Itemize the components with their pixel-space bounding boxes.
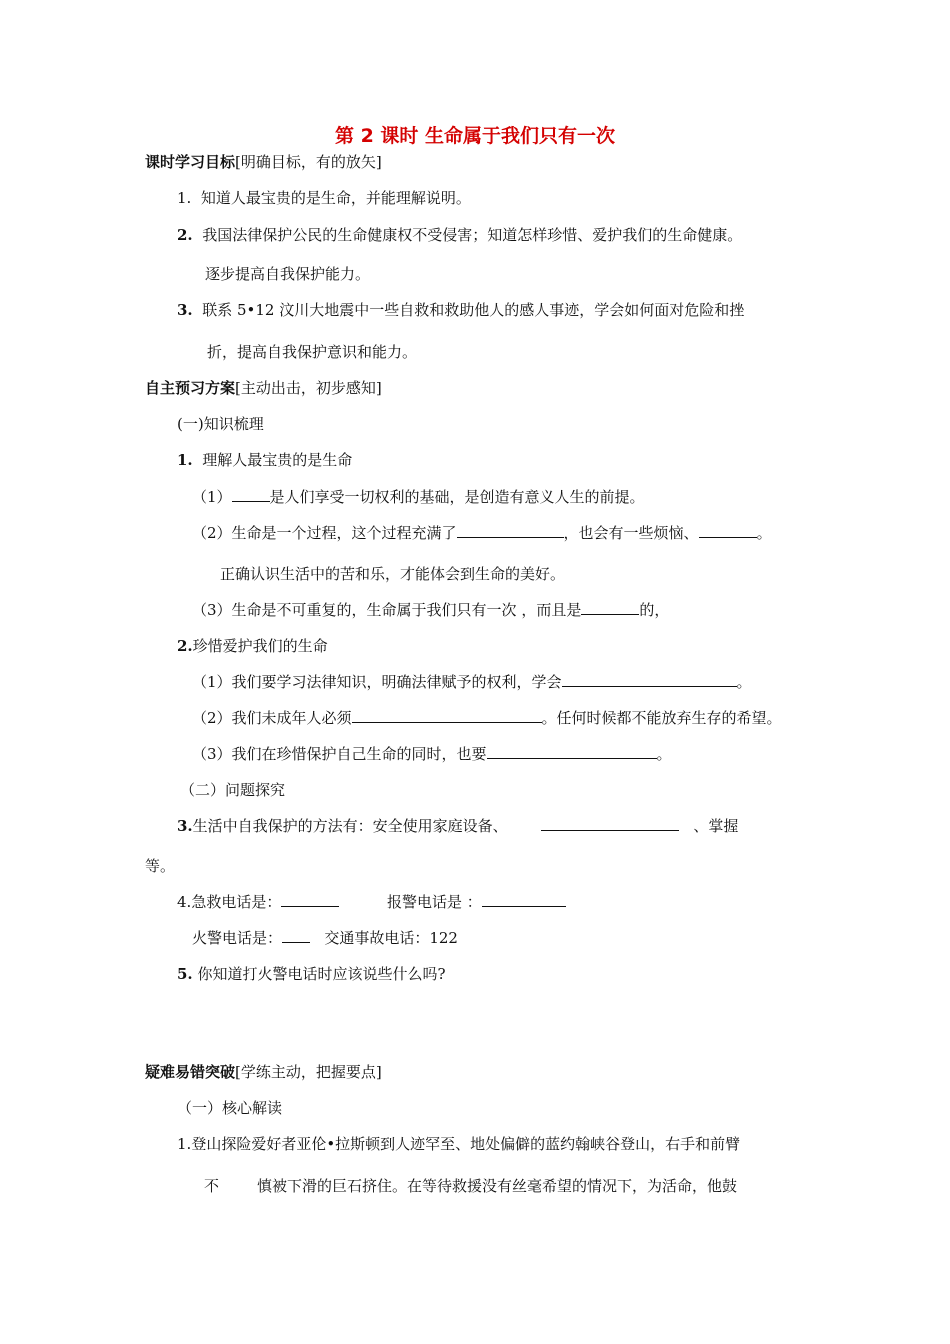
item-text: 。 (656, 745, 672, 763)
question-2-1 (192, 672, 752, 692)
item-text: （2）我们未成年人必须 (192, 709, 352, 727)
goal-item-2 (177, 225, 742, 245)
item-number: 1. (177, 1135, 192, 1153)
item-text: 你知道打火警电话时应该说些什么吗? (197, 965, 446, 983)
item-text: 联系 5•12 汶川大地震中一些自救和救助他人的感人事迹，学会如何面对危险和挫 (202, 301, 745, 319)
fill-blank[interactable] (541, 816, 679, 831)
item-text: ，也会有一些烦恼、 (563, 524, 699, 542)
question-3-continued: 等。 (145, 857, 176, 875)
item-number: 4. (177, 893, 192, 911)
item-text: 登山探险爱好者亚伦•拉斯顿到人迹罕至、地处偏僻的蓝约翰峡谷登山，右手和前臂 (191, 1135, 741, 1153)
item-text: 不 (204, 1177, 220, 1195)
question-1-1 (192, 487, 645, 507)
item-text: 。任何时候都不能放弃生存的希望。 (541, 709, 782, 727)
goal-item-1 (177, 188, 471, 208)
item-number: 1. (177, 189, 192, 207)
section-note: [主动出击，初步感知] (235, 379, 382, 397)
item-text: 火警电话是： (192, 929, 283, 947)
item-number: 3. (177, 301, 193, 319)
question-1-2 (192, 523, 772, 543)
item-text: 报警电话是 ： (387, 893, 482, 911)
question-1-2-continued: 正确认识生活中的苦和乐，才能体会到生命的美好。 (220, 565, 566, 583)
item-text: 我国法律保护公民的生命健康权不受侵害；知道怎样珍惜、爱护我们的生命健康。 (202, 226, 743, 244)
item-text: 理解人最宝贵的是生命 (202, 451, 353, 469)
item-number: 2. (177, 637, 193, 655)
item-number: 3. (177, 817, 193, 835)
item-text: 。 (736, 673, 752, 691)
fill-blank[interactable] (699, 523, 757, 538)
question-5 (177, 964, 446, 984)
fill-blank[interactable] (581, 600, 639, 615)
section-heading: 自主预习方案 (145, 379, 236, 397)
section-note: [学练主动，把握要点] (235, 1063, 382, 1081)
item-text: （1） (192, 488, 232, 506)
fill-blank[interactable] (482, 892, 566, 907)
fill-blank[interactable] (457, 523, 564, 538)
fill-blank[interactable] (487, 744, 657, 759)
item-text: （3）生命是不可重复的，生命属于我们只有一次 ，而且是 (192, 601, 582, 619)
item-text: （1）我们要学习法律知识，明确法律赋予的权利，学会 (192, 673, 562, 691)
item-text: 慎被下滑的巨石挤住。在等待救援没有丝毫希望的情况下，为活命，他鼓 (257, 1177, 738, 1195)
fill-blank[interactable] (562, 672, 737, 687)
question-2-3 (192, 744, 672, 764)
item-text: （3）我们在珍惜保护自己生命的同时，也要 (192, 745, 487, 763)
item-text: 是人们享受一切权利的基础，是创造有意义人生的前提。 (269, 488, 645, 506)
paragraph-1 (177, 1134, 740, 1154)
goal-item-3-continued: 折，提高自我保护意识和能力。 (207, 343, 418, 361)
item-text: 生活中自我保护的方法有：安全使用家庭设备、 (192, 817, 508, 835)
item-text: 的， (639, 601, 670, 619)
section-heading: 课时学习目标 (145, 153, 236, 171)
goal-item-2-continued: 逐步提高自我保护能力。 (205, 265, 371, 283)
fill-blank[interactable] (352, 708, 542, 723)
question-4-phones (192, 928, 458, 948)
item-text: 知道人最宝贵的是生命，并能理解说明。 (200, 189, 471, 207)
item-text: 交通事故电话：122 (324, 929, 458, 947)
fill-blank[interactable] (232, 487, 270, 502)
page-title: 第 2 课时 生命属于我们只有一次 (334, 125, 616, 147)
section-difficulties (145, 1062, 382, 1082)
paragraph-1-continued (204, 1176, 737, 1196)
fill-blank[interactable] (281, 892, 339, 907)
item-text: 。 (756, 524, 772, 542)
question-1 (177, 450, 352, 470)
question-2-2 (192, 708, 782, 728)
fill-blank[interactable] (282, 928, 310, 943)
question-3 (177, 816, 738, 836)
section-note: [明确目标，有的放矢] (235, 153, 382, 171)
subsection-core: （一）核心解读 (177, 1099, 283, 1117)
subsection-knowledge: (一)知识梳理 (177, 415, 264, 433)
item-number: 5. (177, 965, 193, 983)
question-4 (177, 892, 566, 912)
item-text: 、掌握 (693, 817, 739, 835)
section-goals (145, 152, 382, 172)
question-2 (177, 636, 328, 656)
item-number: 2. (177, 226, 193, 244)
item-text: （2）生命是一个过程，这个过程充满了 (192, 524, 457, 542)
goal-item-3 (177, 300, 744, 320)
question-1-3 (192, 600, 669, 620)
item-text: 急救电话是： (191, 893, 282, 911)
subsection-inquiry: （二）问题探究 (180, 781, 286, 799)
section-heading: 疑难易错突破 (145, 1063, 236, 1081)
section-preview (145, 378, 382, 398)
item-text: 珍惜爱护我们的生命 (192, 637, 328, 655)
item-number: 1. (177, 451, 193, 469)
